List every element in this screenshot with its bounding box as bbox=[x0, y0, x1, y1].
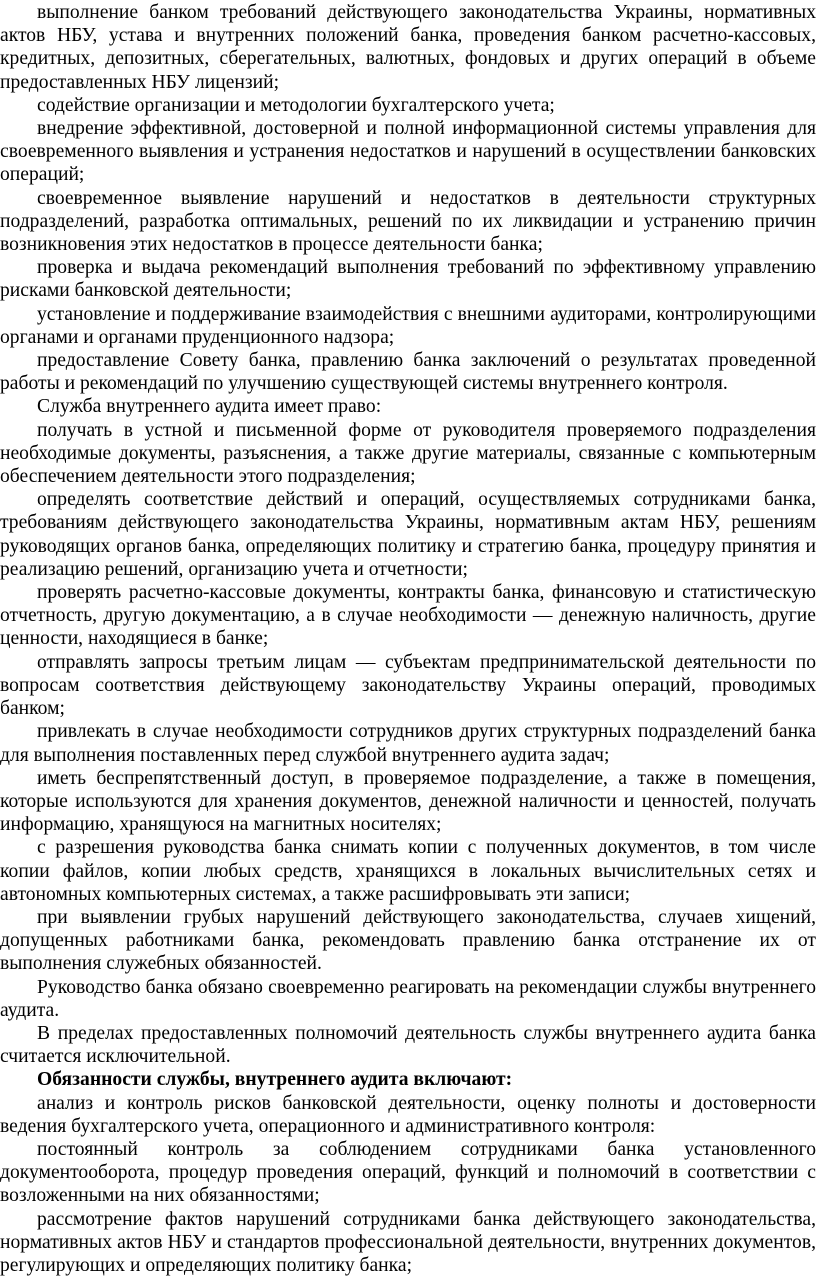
paragraph-right-suspension: при выявлении грубых нарушений действующего законодательства, случаев хищений, допущенных работниками банка, рекомендовать правлению банка отстранение их от выполнения служебных обязанностей. bbox=[0, 906, 816, 975]
paragraph-exclusivity: В пределах предоставленных полномочий деятельность службы внутреннего аудита банка считается исключительной. bbox=[0, 1022, 816, 1068]
section-heading-duties: Обязанности службы, внутреннего аудита включают: bbox=[37, 1069, 513, 1091]
paragraph-rights-intro: Служба внутреннего аудита имеет право: bbox=[37, 396, 382, 418]
paragraph-right-third-party-requests: отправлять запросы третьим лицам — субъектам предпринимательской деятельности по вопросам соответствия действующему законодательству Украины операций, проводимых банком; bbox=[0, 651, 816, 720]
paragraph-duty-violation-review: рассмотрение фактов нарушений сотрудниками банка действующего законодательства, нормативных актов НБУ и стандартов профессиональной деятельности, внутренних документов, регулирующих и определяющих политику банка; bbox=[0, 1208, 816, 1276]
paragraph-bank-compliance: выполнение банком требований действующего законодательства Украины, нормативных актов НБУ, устава и внутренних положений банка, проведения банком расчетно-кассовых, кредитных, депозитных, сберегательных, валютных, фондовых и других операций в объеме предоставленных НБУ лицензий; bbox=[0, 2, 816, 93]
paragraph-management-obligation: Руководство банка обязано своевременно реагировать на рекомендации службы внутреннего аудита. bbox=[0, 976, 816, 1021]
paragraph-right-access: иметь беспрепятственный доступ, в проверяемое подразделение, а также в помещения, которые используются для хранения документов, денежной наличности и ценностей, получать информацию, хранящуюся на магнитных носителях; bbox=[0, 767, 816, 836]
paragraph-right-copies: с разрешения руководства банка снимать копии с полученных документов, в том числе копии файлов, копии любых средств, хранящихся в локальных вычислительных сетях и автономных компьютерных системах, а также расшифровывать эти записи; bbox=[0, 837, 816, 905]
paragraph-duty-document-flow: постоянный контроль за соблюдением сотрудниками банка установленного документооборота, процедур проведения операций, функций и полномочий в соответствии с возложенными на них обязанностями; bbox=[0, 1138, 816, 1207]
paragraph-duty-risk-analysis: анализ и контроль рисков банковской деятельности, оценку полноты и достоверности ведения бухгалтерского учета, операционного и административного контроля: bbox=[0, 1092, 816, 1137]
paragraph-information-system: внедрение эффективной, достоверной и полной информационной системы управления для своевременного выявления и устранения недостатков и нарушений в осуществлении банковских операций; bbox=[0, 118, 816, 186]
paragraph-board-reports: предоставление Совету банка, правлению банка заключений о результатах проведенной работы и рекомендаций по улучшению существующей системы внутреннего контроля. bbox=[0, 350, 816, 395]
paragraph-violation-detection: своевременное выявление нарушений и недостатков в деятельности структурных подразделений, разработка оптимальных, решений по их ликвидации и устранению причин возникновения этих недостатков в процессе деятельности банка; bbox=[0, 187, 816, 256]
paragraph-right-determine-compliance: определять соответствие действий и операций, осуществляемых сотрудниками банка, требованиям действующего законодательства Украины, нормативным актам НБУ, решениям руководящих органов банка, определяющих политику и стратегию банка, процедуру принятия и реализацию решений, организацию учета и отчетности; bbox=[0, 489, 816, 580]
document-page bbox=[0, 1, 816, 1288]
paragraph-right-involve-staff: привлекать в случае необходимости сотрудников других структурных подразделений банка для выполнения поставленных перед службой внутреннего аудита задач; bbox=[0, 721, 816, 766]
paragraph-accounting-methodology: содействие организации и методологии бухгалтерского учета; bbox=[37, 94, 555, 116]
paragraph-external-auditors: установление и поддерживание взаимодействия с внешними аудиторами, контролирующими органами и органами пруденционного надзора; bbox=[0, 303, 816, 348]
paragraph-right-obtain-documents: получать в устной и письменной форме от руководителя проверяемого подразделения необходимые документы, разъяснения, а также другие материалы, связанные с компьютерным обеспечением деятельности этого подразделения; bbox=[0, 419, 816, 488]
paragraph-right-check-documents: проверять расчетно-кассовые документы, контракты банка, финансовую и статистическую отчетность, другую документацию, а в случае необходимости — денежную наличность, другие ценности, находящиеся в банке; bbox=[0, 582, 816, 650]
paragraph-risk-recommendations: проверка и выдача рекомендаций выполнения требований по эффективному управлению рисками банковской деятельности; bbox=[0, 257, 816, 302]
